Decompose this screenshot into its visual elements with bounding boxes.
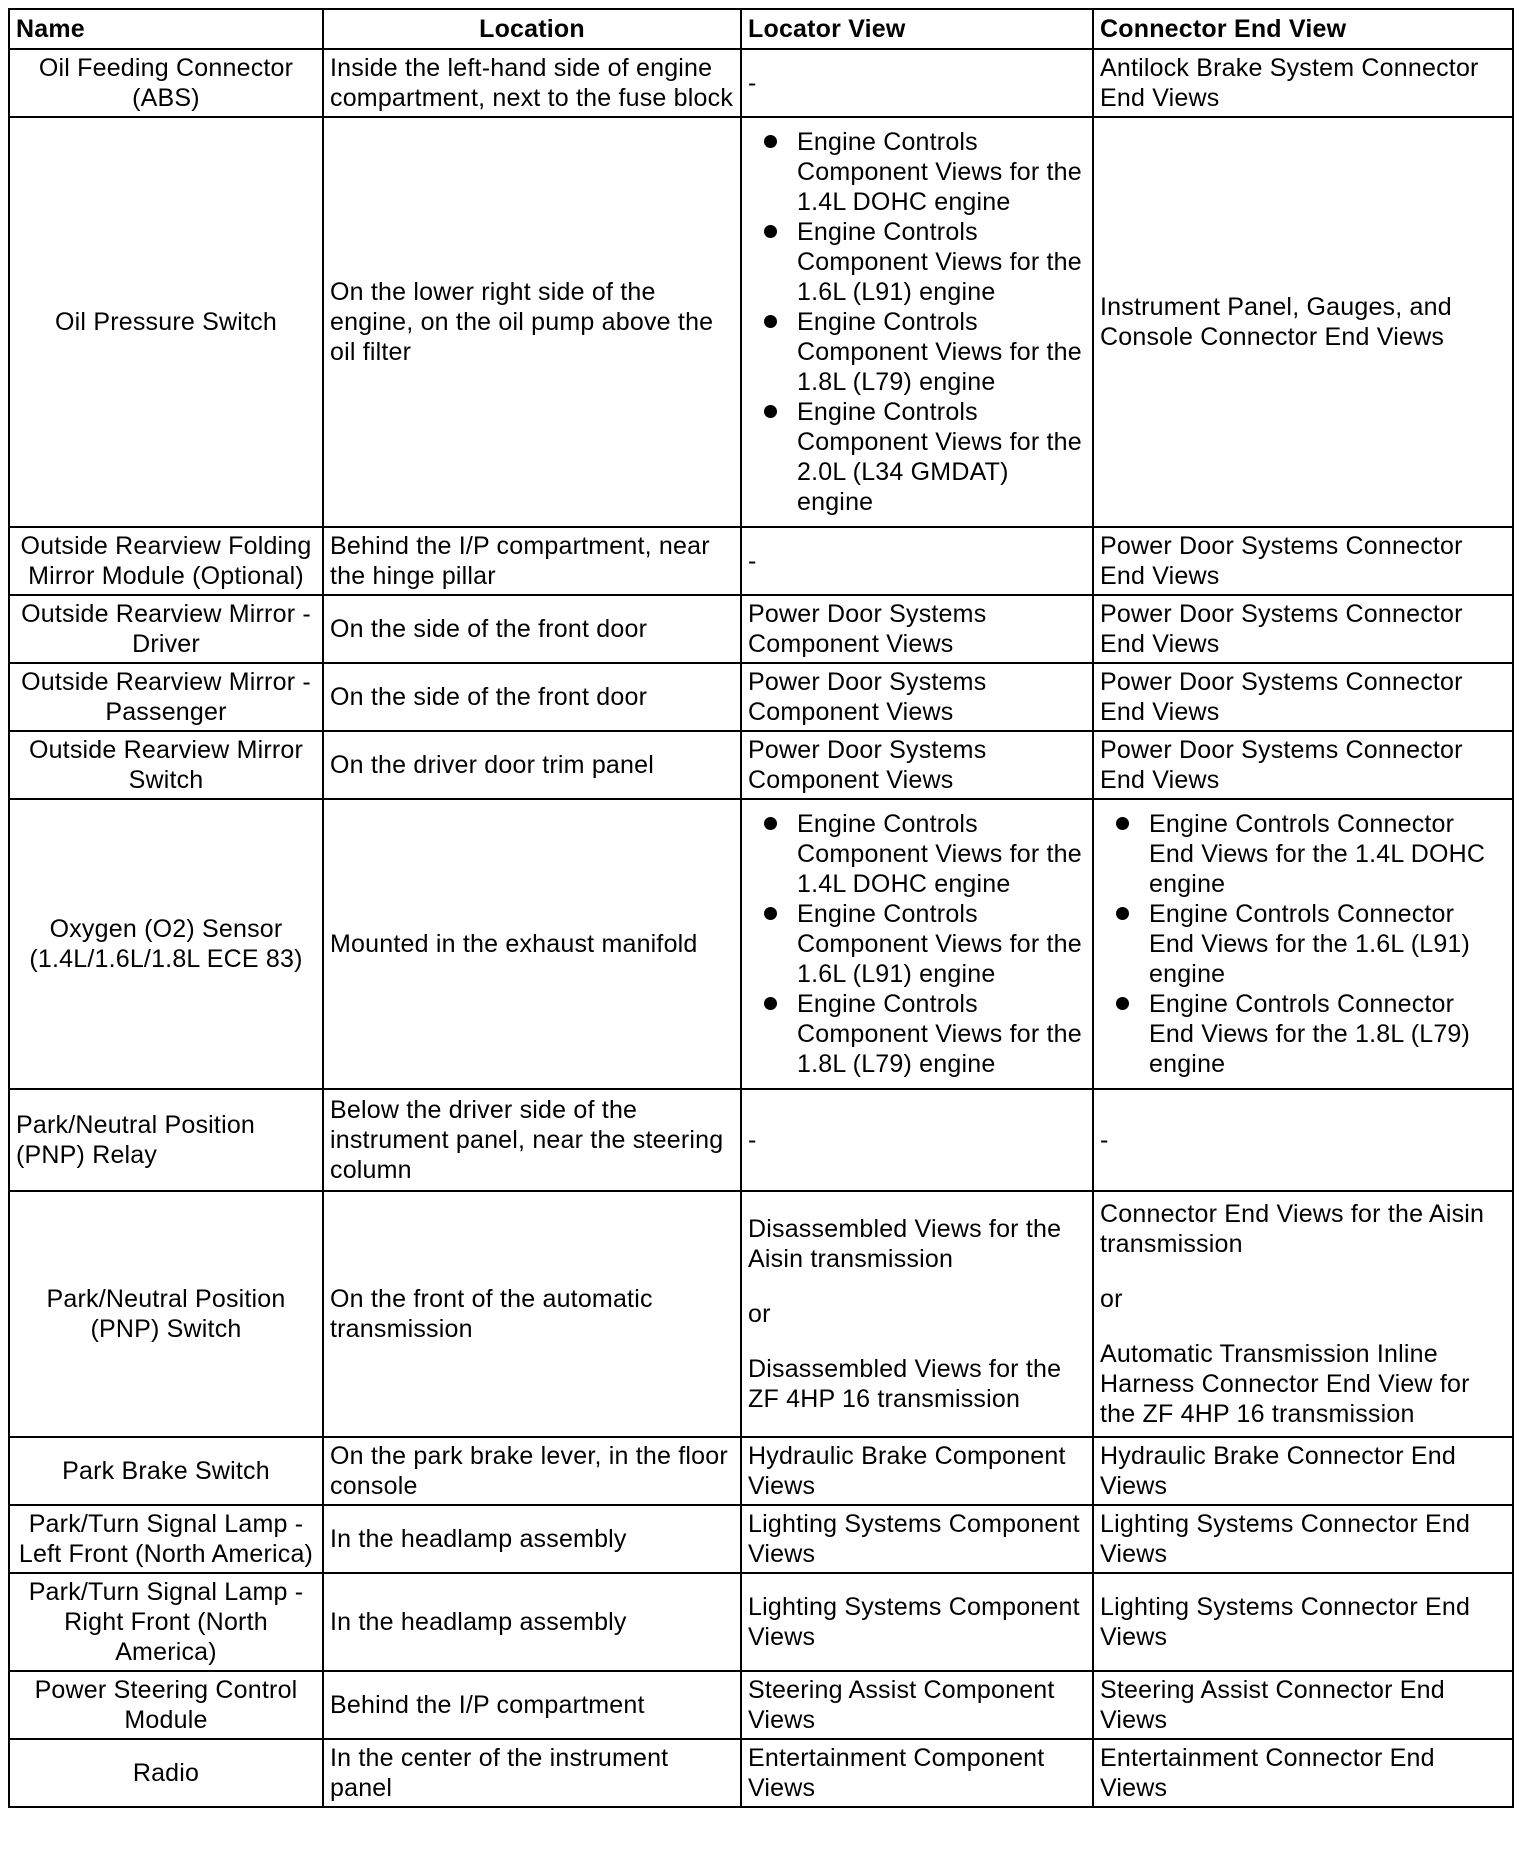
table-row [9, 117, 1513, 527]
cell-connector-end-view: Entertainment Connector End Views [1093, 1739, 1513, 1807]
cell-connector-end-view: Steering Assist Connector End Views [1093, 1671, 1513, 1739]
cell-locator-view: - [741, 1089, 1093, 1191]
cell-locator-view [741, 117, 1093, 527]
cell-name: Outside Rearview Folding Mirror Module (Optional) [9, 527, 323, 595]
connector-end-view-paragraph: Automatic Transmission Inline Harness Connector End View for the ZF 4HP 16 transmission [1100, 1340, 1470, 1428]
list-item: Engine Controls Component Views for the 1.8L (L79) engine [748, 989, 1086, 1079]
locator-view-list [748, 127, 1086, 517]
cell-location: Mounted in the exhaust manifold [323, 799, 741, 1089]
connector-end-view-paragraph: Connector End Views for the Aisin transmission [1100, 1200, 1485, 1258]
cell-connector-end-view [1093, 1191, 1513, 1437]
cell-locator-view: Power Door Systems Component Views [741, 595, 1093, 663]
cell-name: Oil Pressure Switch [9, 117, 323, 527]
table-row [9, 1573, 1513, 1671]
cell-name: Park Brake Switch [9, 1437, 323, 1505]
connector-end-view-list [1100, 809, 1506, 1079]
cell-name: Park/Turn Signal Lamp - Left Front (North America) [9, 1505, 323, 1573]
cell-name: Outside Rearview Mirror - Driver [9, 595, 323, 663]
cell-connector-end-view [1093, 799, 1513, 1089]
cell-name: Park/Turn Signal Lamp - Right Front (North America) [9, 1573, 323, 1671]
cell-location: Behind the I/P compartment, near the hinge pillar [323, 527, 741, 595]
cell-name: Oil Feeding Connector (ABS) [9, 49, 323, 117]
table-row [9, 799, 1513, 1089]
header-locator-view: Locator View [741, 9, 1093, 49]
table-row [9, 1739, 1513, 1807]
table-row [9, 595, 1513, 663]
cell-connector-end-view: Power Door Systems Connector End Views [1093, 527, 1513, 595]
header-name: Name [9, 9, 323, 49]
cell-location: On the lower right side of the engine, on the oil pump above the oil filter [323, 117, 741, 527]
cell-locator-view: Entertainment Component Views [741, 1739, 1093, 1807]
locator-view-paragraph: Disassembled Views for the Aisin transmission [748, 1215, 1062, 1273]
cell-location: On the side of the front door [323, 595, 741, 663]
list-item: Engine Controls Connector End Views for the 1.4L DOHC engine [1100, 809, 1506, 899]
cell-location: In the headlamp assembly [323, 1505, 741, 1573]
cell-locator-view [741, 799, 1093, 1089]
cell-connector-end-view: Lighting Systems Connector End Views [1093, 1505, 1513, 1573]
cell-locator-view: Lighting Systems Component Views [741, 1573, 1093, 1671]
cell-location: In the center of the instrument panel [323, 1739, 741, 1807]
table-row [9, 527, 1513, 595]
cell-connector-end-view: Power Door Systems Connector End Views [1093, 731, 1513, 799]
locator-view-paragraph: Disassembled Views for the ZF 4HP 16 transmission [748, 1355, 1062, 1413]
cell-connector-end-view: Power Door Systems Connector End Views [1093, 663, 1513, 731]
cell-name: Power Steering Control Module [9, 1671, 323, 1739]
cell-location: On the park brake lever, in the floor console [323, 1437, 741, 1505]
cell-location: On the side of the front door [323, 663, 741, 731]
table-row [9, 1089, 1513, 1191]
list-item: Engine Controls Component Views for the 2.0L (L34 GMDAT) engine [748, 397, 1086, 517]
cell-name: Radio [9, 1739, 323, 1807]
list-item: Engine Controls Connector End Views for the 1.6L (L91) engine [1100, 899, 1506, 989]
cell-locator-view: Power Door Systems Component Views [741, 663, 1093, 731]
cell-connector-end-view: Power Door Systems Connector End Views [1093, 595, 1513, 663]
table-row [9, 1191, 1513, 1437]
list-item: Engine Controls Connector End Views for the 1.8L (L79) engine [1100, 989, 1506, 1079]
cell-locator-view [741, 1191, 1093, 1437]
connector-end-view-paragraph: or [1100, 1285, 1123, 1313]
cell-location: Behind the I/P compartment [323, 1671, 741, 1739]
list-item: Engine Controls Component Views for the 1.6L (L91) engine [748, 217, 1086, 307]
cell-name: Park/Neutral Position (PNP) Switch [9, 1191, 323, 1437]
table-row [9, 49, 1513, 117]
table-row [9, 1437, 1513, 1505]
locator-view-list [748, 809, 1086, 1079]
header-connector-end-view: Connector End View [1093, 9, 1513, 49]
cell-location: In the headlamp assembly [323, 1573, 741, 1671]
list-item: Engine Controls Component Views for the 1.4L DOHC engine [748, 809, 1086, 899]
cell-name: Park/Neutral Position (PNP) Relay [9, 1089, 323, 1191]
header-row [9, 9, 1513, 49]
table-row [9, 1671, 1513, 1739]
list-item: Engine Controls Component Views for the 1.6L (L91) engine [748, 899, 1086, 989]
cell-locator-view: Steering Assist Component Views [741, 1671, 1093, 1739]
cell-locator-view: Lighting Systems Component Views [741, 1505, 1093, 1573]
cell-connector-end-view: Instrument Panel, Gauges, and Console Connector End Views [1093, 117, 1513, 527]
cell-name: Outside Rearview Mirror - Passenger [9, 663, 323, 731]
cell-connector-end-view: - [1093, 1089, 1513, 1191]
cell-connector-end-view: Lighting Systems Connector End Views [1093, 1573, 1513, 1671]
component-locator-table [8, 8, 1514, 1808]
cell-name: Outside Rearview Mirror Switch [9, 731, 323, 799]
list-item: Engine Controls Component Views for the 1.4L DOHC engine [748, 127, 1086, 217]
cell-connector-end-view: Antilock Brake System Connector End Views [1093, 49, 1513, 117]
cell-locator-view: - [741, 527, 1093, 595]
cell-location: On the front of the automatic transmission [323, 1191, 741, 1437]
cell-locator-view: Hydraulic Brake Component Views [741, 1437, 1093, 1505]
cell-location: On the driver door trim panel [323, 731, 741, 799]
table-row [9, 731, 1513, 799]
cell-locator-view: - [741, 49, 1093, 117]
cell-name: Oxygen (O2) Sensor (1.4L/1.6L/1.8L ECE 83) [9, 799, 323, 1089]
list-item: Engine Controls Component Views for the 1.8L (L79) engine [748, 307, 1086, 397]
table-row [9, 663, 1513, 731]
locator-view-paragraph: or [748, 1300, 771, 1328]
cell-connector-end-view: Hydraulic Brake Connector End Views [1093, 1437, 1513, 1505]
cell-locator-view: Power Door Systems Component Views [741, 731, 1093, 799]
table-row [9, 1505, 1513, 1573]
header-location: Location [323, 9, 741, 49]
cell-location: Below the driver side of the instrument panel, near the steering column [323, 1089, 741, 1191]
cell-location: Inside the left-hand side of engine compartment, next to the fuse block [323, 49, 741, 117]
